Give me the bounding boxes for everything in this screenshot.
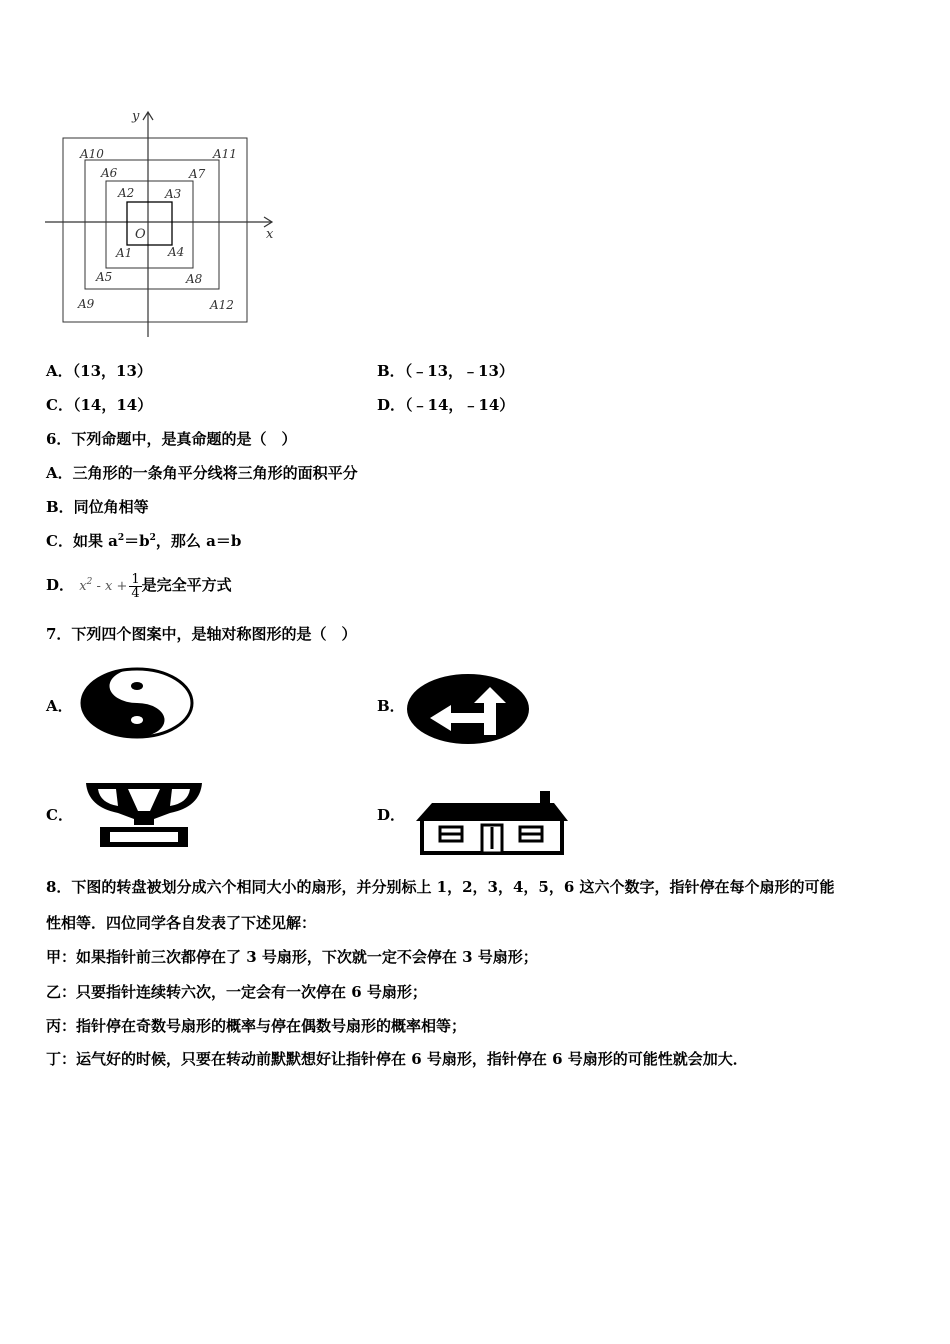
point-a3: A3 — [165, 187, 182, 201]
axis-x-label: x — [266, 227, 274, 242]
q5-option-c-label: C． — [46, 396, 73, 414]
point-a5: A5 — [96, 270, 113, 284]
q6-stem: 6．下列命题中，是真命题的是（ ） — [46, 430, 297, 448]
q6-c-prefix: C．如果 a — [46, 532, 118, 550]
q6-d-suffix: 是完全平方式 — [141, 576, 232, 594]
q8-yi: 乙：只要指针连续转六次，一定会有一次停在 6 号扇形； — [46, 983, 427, 1001]
yin-yang-icon — [80, 667, 195, 739]
q6-option-d — [46, 566, 232, 606]
q5-option-c-text: （14，14） — [72, 396, 153, 414]
point-a11: A11 — [213, 147, 237, 161]
point-a12: A12 — [210, 298, 234, 312]
q5-option-b-label: B． — [377, 362, 405, 380]
q6-d-exp: 2 — [86, 577, 93, 587]
q5-option-d — [377, 395, 514, 415]
q5-option-a-label: A． — [46, 362, 73, 380]
q5-option-d-text: （﹣14，﹣14） — [405, 396, 515, 414]
trophy-icon — [82, 777, 206, 849]
q8-ding: 丁：运气好的时候，只要在转动前默默想好让指针停在 6 号扇形，指针停在 6 号扇形的可能性就会加大． — [46, 1050, 748, 1068]
point-a8: A8 — [186, 272, 203, 286]
q5-option-a-text: （13，13） — [72, 362, 152, 380]
point-a7: A7 — [189, 167, 206, 181]
q6-d-poly: $x^2$ - x + — [79, 577, 128, 594]
q6-c-exp-a: 2 — [117, 533, 125, 543]
q7-stem: 7．下列四个图案中，是轴对称图形的是（ ） — [46, 625, 357, 643]
q8-line2: 性相等．四位同学各自发表了下述见解： — [46, 914, 317, 932]
turn-sign-icon — [406, 673, 530, 745]
q6-option-c — [46, 531, 241, 551]
q8-bing: 丙：指针停在奇数号扇形的概率与停在偶数号扇形的概率相等； — [46, 1017, 467, 1035]
q6-d-label: D． — [46, 576, 75, 594]
point-a9: A9 — [78, 297, 95, 311]
q6-c-suffix: ，那么 a＝b — [155, 532, 242, 550]
q8-jia: 甲：如果指针前三次都停在了 3 号扇形，下次就一定不会停在 3 号扇形； — [46, 948, 538, 966]
q7-label-b: B． — [377, 697, 405, 715]
q6-option-b: B．同位角相等 — [46, 498, 149, 516]
q7-label-c: C． — [46, 806, 73, 824]
house-icon — [412, 789, 572, 855]
q5-option-a — [46, 361, 152, 381]
axis-y-label: y — [132, 109, 140, 124]
point-a10: A10 — [80, 147, 104, 161]
q6-c-mid: ＝b — [124, 532, 150, 550]
point-a6: A6 — [101, 166, 118, 180]
q5-option-c — [46, 395, 152, 415]
q7-label-d: D． — [377, 806, 406, 824]
point-a2: A2 — [118, 186, 135, 200]
origin-label: O — [135, 227, 146, 242]
q6-c-exp-b: 2 — [149, 533, 156, 543]
q7-label-a: A． — [46, 697, 73, 715]
square-1 — [127, 202, 172, 245]
q6-d-fraction: $\frac{1}{4}$ — [131, 571, 140, 601]
q5-option-d-label: D． — [377, 396, 406, 414]
point-a4: A4 — [168, 245, 185, 259]
point-a1: A1 — [116, 246, 133, 260]
q5-option-b — [377, 361, 514, 381]
coordinate-diagram — [40, 105, 285, 345]
q5-option-b-text: （﹣13，﹣13） — [404, 362, 514, 380]
q8-line1: 8．下图的转盘被划分成六个相同大小的扇形，并分别标上 1，2，3，4，5，6 这六个数字，指针停在每个扇形的可能 — [46, 878, 835, 896]
q6-option-a: A．三角形的一条角平分线将三角形的面积平分 — [46, 464, 358, 482]
